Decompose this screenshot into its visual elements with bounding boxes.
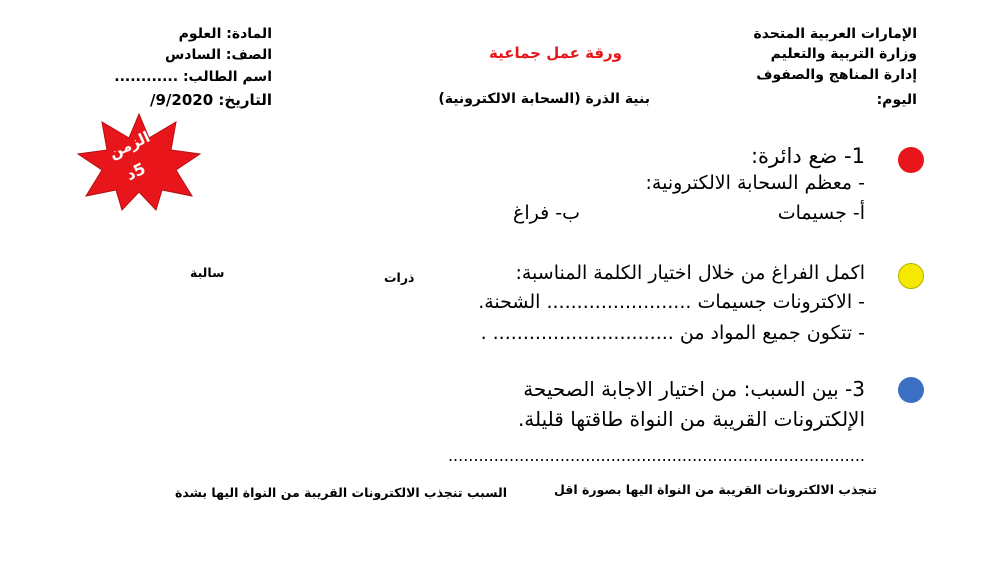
q1-option-a[interactable]: أ- جسيمات (777, 202, 865, 224)
lesson-title: بنية الذرة (السحابة الالكترونية) (438, 91, 650, 107)
header-department: إدارة المناهج والصفوف (756, 67, 917, 83)
date-label: التاريخ: 9/2020/ (150, 91, 272, 109)
q1-title: 1- ضع دائرة: (750, 144, 865, 168)
q3-statement: الإلكترونات القريبة من النواة طاقتها قليلة. (517, 407, 865, 431)
time-badge (76, 112, 202, 212)
q3-title: 3- بين السبب: من اختيار الاجابة الصحيحة (523, 377, 865, 401)
q2-word-bank-1: ذرات (384, 270, 415, 285)
q3-answer-line: .................................................................................. (447, 446, 865, 465)
time-badge-value: 5د (122, 158, 149, 185)
q1-stem: - معظم السحابة الالكترونية: (645, 172, 865, 194)
header-ministry: وزارة التربية والتعليم (770, 46, 917, 62)
subject-label: المادة: العلوم (178, 26, 272, 42)
header-day: اليوم: (876, 92, 917, 108)
worksheet-title: ورقة عمل جماعية (489, 44, 622, 62)
q3-choice-2[interactable]: السبب تنجذب الالكترونات القريبة من النواة اليها بشدة (175, 485, 507, 500)
time-badge-label: الزمن (106, 127, 153, 163)
q3-choice-1[interactable]: تنجذب الالكترونات القريبة من النواة اليها بصورة اقل (554, 482, 877, 497)
red-circle-marker (898, 147, 924, 173)
yellow-circle-marker (898, 263, 924, 289)
q2-title: اكمل الفراغ من خلال اختيار الكلمة المناسبة: (515, 262, 865, 284)
q2-word-bank-2: سالبة (190, 265, 225, 280)
blue-circle-marker (898, 377, 924, 403)
q1-option-b[interactable]: ب- فراغ (513, 202, 580, 224)
header-country: الإمارات العربية المتحدة (753, 26, 917, 42)
q2-item-2: - تتكون جميع المواد من .............................. . (480, 322, 865, 344)
q2-item-1: - الاكترونات جسيمات ........................ الشحنة. (478, 291, 865, 313)
student-name-label: اسم الطالب: ............ (114, 69, 272, 85)
grade-label: الصف: السادس (164, 47, 272, 63)
